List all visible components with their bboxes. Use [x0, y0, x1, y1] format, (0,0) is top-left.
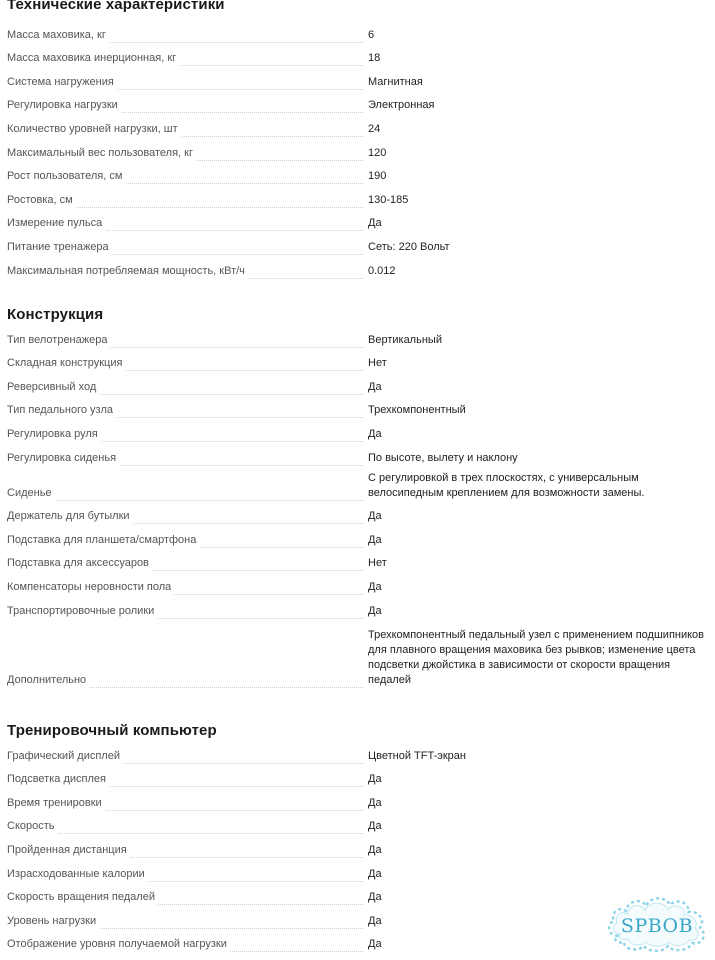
cloud-logo-icon — [604, 890, 710, 955]
spec-row — [7, 22, 707, 46]
section-title: Тренировочный компьютер — [7, 722, 217, 739]
spec-row — [7, 932, 707, 956]
spec-row — [7, 374, 707, 398]
spec-value: Да — [368, 938, 382, 951]
spec-rows — [7, 743, 707, 955]
spec-row — [7, 885, 707, 909]
spec-row — [7, 140, 707, 164]
spec-row — [7, 908, 707, 932]
section-title: Конструкция — [7, 306, 104, 323]
spec-row — [7, 211, 707, 235]
spec-value: Нет — [368, 357, 387, 370]
spec-key: Скорость — [7, 819, 58, 834]
spec-row — [7, 504, 707, 528]
spec-value: Да — [368, 867, 382, 880]
spec-value: 120 — [368, 146, 387, 159]
spec-row — [7, 445, 707, 469]
spec-value: Цветной TFT-экран — [368, 749, 466, 762]
spec-key: Тип педального узла — [7, 403, 116, 418]
spec-row — [7, 351, 707, 375]
spec-value: Да — [368, 891, 382, 904]
spec-key: Подсветка дисплея — [7, 772, 109, 787]
spec-key: Питание тренажера — [7, 240, 112, 255]
spec-key: Складная конструкция — [7, 356, 125, 371]
spec-key: Держатель для бутылки — [7, 509, 133, 524]
spec-key: Тип велотренажера — [7, 333, 110, 348]
spec-row — [7, 234, 707, 258]
spec-row — [7, 469, 707, 504]
spec-value: Да — [368, 217, 382, 230]
spec-key: Сиденье — [7, 486, 55, 501]
spec-row — [7, 258, 707, 282]
spec-value: С регулировкой в трех плоскостях, с универсальным велосипедным креплением для возможности замены. — [368, 471, 645, 499]
spec-key: Система нагружения — [7, 75, 117, 90]
spec-value: Да — [368, 773, 382, 786]
spec-key: Транспортировочные ролики — [7, 604, 157, 619]
spec-key: Отображение уровня получаемой нагрузки — [7, 937, 230, 952]
spec-key: Масса маховика, кг — [7, 28, 109, 43]
spec-value: 18 — [368, 52, 381, 65]
spec-row — [7, 790, 707, 814]
spec-value: 130-185 — [368, 193, 409, 206]
spec-key: Максимальный вес пользователя, кг — [7, 146, 196, 161]
spec-key: Максимальная потребляемая мощность, кВт/ч — [7, 264, 248, 279]
section-title: Технические характеристики — [7, 0, 225, 13]
spec-row — [7, 598, 707, 622]
spec-row — [7, 743, 707, 767]
spec-value: Да — [368, 796, 382, 809]
spec-key: Подставка для аксессуаров — [7, 556, 152, 571]
spec-rows — [7, 327, 707, 691]
spec-key: Израсходованные калории — [7, 867, 148, 882]
spec-key: Регулировка нагрузки — [7, 98, 121, 113]
section-computer — [7, 722, 707, 955]
spec-value: По высоте, вылету и наклону — [368, 451, 518, 464]
spec-key: Количество уровней нагрузки, шт — [7, 122, 181, 137]
section-construction — [7, 306, 707, 691]
spec-value: Да — [368, 580, 382, 593]
spec-value: Да — [368, 604, 382, 617]
spec-row — [7, 164, 707, 188]
spec-row — [7, 69, 707, 93]
spec-key: Ростовка, см — [7, 193, 76, 208]
spec-value: Да — [368, 380, 382, 393]
spec-row — [7, 767, 707, 791]
spec-row — [7, 421, 707, 445]
spec-key: Регулировка сиденья — [7, 451, 119, 466]
spec-key: Время тренировки — [7, 796, 105, 811]
spec-row — [7, 574, 707, 598]
spec-key: Графический дисплей — [7, 749, 123, 764]
spec-key: Дополнительно — [7, 673, 89, 688]
spec-key: Регулировка руля — [7, 427, 101, 442]
spec-value: Сеть: 220 Вольт — [368, 240, 450, 253]
spec-row — [7, 116, 707, 140]
spec-value: Да — [368, 914, 382, 927]
spec-value: Да — [368, 820, 382, 833]
spec-value: 6 — [368, 28, 375, 41]
spec-value: 190 — [368, 170, 387, 183]
spec-value: Вертикальный — [368, 333, 442, 346]
spec-key: Измерение пульса — [7, 216, 105, 231]
spec-row — [7, 398, 707, 422]
spec-value: Да — [368, 843, 382, 856]
spec-key: Уровень нагрузки — [7, 914, 99, 929]
spec-rows — [7, 22, 707, 282]
spec-key: Рост пользователя, см — [7, 169, 125, 184]
spec-row — [7, 814, 707, 838]
spec-row — [7, 622, 707, 691]
spec-key: Скорость вращения педалей — [7, 890, 158, 905]
spec-key: Компенсаторы неровности пола — [7, 580, 174, 595]
spec-value: Да — [368, 533, 382, 546]
spec-row — [7, 837, 707, 861]
spec-value: Да — [368, 510, 382, 523]
spec-key: Подставка для планшета/смартфона — [7, 533, 199, 548]
spec-row — [7, 187, 707, 211]
spec-key: Масса маховика инерционная, кг — [7, 51, 179, 66]
spec-value: Трехкомпонентный педальный узел с применением подшипников для плавного вращения маховика без рывков; изменение цвета подсветки джойстика в зависимости от скорости вращения педалей — [368, 628, 705, 686]
spec-value: Да — [368, 427, 382, 440]
spec-row — [7, 861, 707, 885]
spec-value: Электронная — [368, 99, 435, 112]
spec-row — [7, 527, 707, 551]
spec-row — [7, 46, 707, 70]
spec-value: 0.012 — [368, 264, 396, 277]
spec-key: Реверсивный ход — [7, 380, 99, 395]
spec-row — [7, 551, 707, 575]
spec-row — [7, 93, 707, 117]
logo-text: SPBOB — [620, 915, 694, 937]
spec-value: 24 — [368, 122, 381, 135]
spec-value: Магнитная — [368, 75, 423, 88]
spec-row — [7, 327, 707, 351]
spec-value: Трехкомпонентный — [368, 404, 466, 417]
spec-key: Пройденная дистанция — [7, 843, 130, 858]
spec-value: Нет — [368, 557, 387, 570]
